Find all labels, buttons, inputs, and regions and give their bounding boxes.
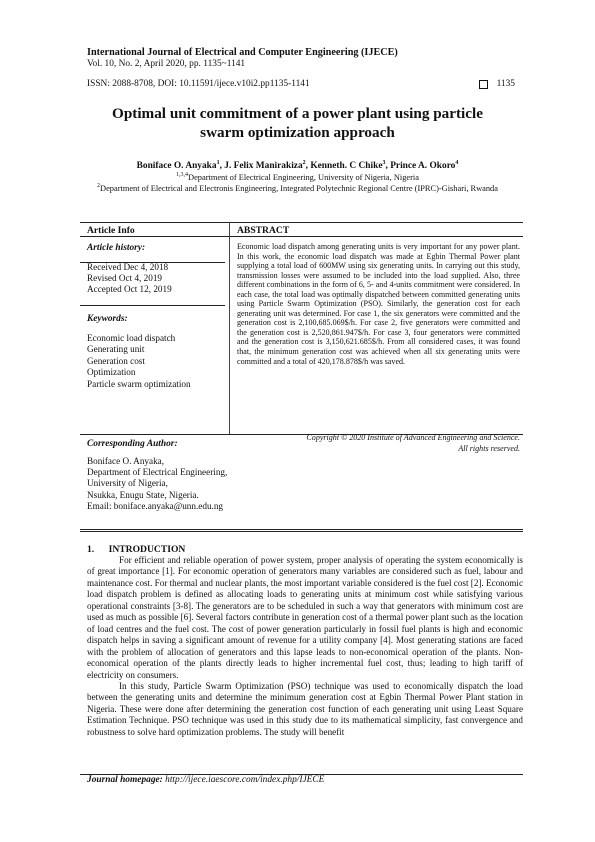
corr-line: Department of Electrical Engineering, <box>87 467 228 478</box>
copyright <box>237 433 520 454</box>
intro-paragraph-2: In this study, Particle Swarm Optimization (PSO) technique was used to economically dispatch the load between the generating units and determine the minimum generation cost at Egbin Thermal Power Plant station in Nigeria. These were done after determining the generation cost function of each generating unit using Least Square Estimation Technique. PSO technique was used in this study due to its mathematical simplicity, fast convergence and robustness to solve hard optimization problems. The study will benefit <box>87 680 523 737</box>
author-separator: , <box>305 161 311 172</box>
column-divider <box>229 222 230 434</box>
volume-line: Vol. 10, No. 2, April 2020, pp. 1135~1141 <box>87 59 246 69</box>
table-bottom-rule <box>80 529 523 530</box>
author-name: J. Felix Manirakiza <box>224 161 303 172</box>
author-sup: 3 <box>382 160 386 166</box>
keyword: Particle swarm optimization <box>87 378 191 389</box>
copyright-line-2: All rights reserved. <box>458 443 520 453</box>
corr-line: Nsukka, Enugu State, Nigeria. <box>87 489 199 500</box>
corresponding-details <box>87 456 227 512</box>
intro-body <box>87 555 523 738</box>
author-name: Boniface O. Anyaka <box>136 161 217 172</box>
author-list <box>40 160 555 171</box>
author-sup: 2 <box>302 160 306 166</box>
copyright-line-1: Copyright © 2020 Institute of Advanced Engineering and Science. <box>306 433 520 442</box>
history-label: Article history: <box>87 243 146 253</box>
journal-name: International Journal of Electrical and Computer Engineering (IJECE) <box>87 47 398 58</box>
affiliation-1-text: Department of Electrical Engineering, University of Nigeria, Nigeria <box>188 172 419 182</box>
table-top-rule <box>80 222 523 223</box>
keyword: Economic load dispatch <box>87 333 176 343</box>
author-separator: , <box>385 161 391 172</box>
table-header-rule <box>80 236 523 237</box>
affiliation-1 <box>40 172 555 182</box>
journal-homepage <box>87 775 324 785</box>
affiliation-2-sup: 2 <box>97 183 101 189</box>
revised-date: Revised Oct 4, 2019 <box>87 273 163 283</box>
keywords-rule <box>80 305 225 306</box>
received-date: Received Dec 4, 2018 <box>87 262 169 272</box>
author-name: Prince A. Okoro <box>390 161 456 172</box>
keywords-list <box>87 333 191 390</box>
author-sup: 4 <box>455 160 459 166</box>
abstract-text: Economic load dispatch among generating units is very important for any power plant. In this work, the economic load dispatch was made at Egbin Thermal Power plant supplying a total load of 600MW using six generating units. In carrying out this study, transmission losses were assumed to be included into the load supplied. Also, three different combinations in the form of 6, 5- and 4-units commitment were considered. In each case, the total load was optimally dispatched between committed generating units using Particle Swarm Optimization (PSO). Similarly, the generation cost for each generating unit was determined. For case 1, the six generators were committed and the generation cost is 2,100,685.069$/h. For case 2, five generators were committed and the generation cost is 2,520,861.947$/h. For case 3, four generators were committed and the generation cost is 3,150,621.685$/h. From all considered cases, it was found that, the minimum generation cost was achieved when all six generating units were committed and a total of 420,178.878$/h was saved. <box>237 242 520 366</box>
corresponding-label: Corresponding Author: <box>87 439 178 449</box>
issn-line: ISSN: 2088-8708, DOI: 10.11591/ijece.v10i2.pp1135-1141 <box>87 79 310 89</box>
homepage-link[interactable]: http://ijece.iaescore.com/index.php/IJECE <box>165 775 325 785</box>
corr-line: University of Nigeria, <box>87 478 168 489</box>
intro-paragraph-1: For efficient and reliable operation of power system, proper analysis of operating the system economically is of great importance [1]. For economic operation of generators many variables are considered such as fuel, labour and maintenance cost. For thermal and nuclear plants, the most important variable considered is the fuel cost [2]. Economic load dispatch problem is defined as allocating loads to generating units at minimum cost while satisfying various operational constraints [3-8]. The generators are to be scheduled in such a way that generators with minimum cost are used as much as possible [6]. Several factors contribute in generation cost of a thermal power plant such as the location of load centres and the fuel cost. The cost of power generation particularly in fossil fuel plants is high and economic dispatch helps in saving a significant amount of revenue for a utility company [4]. Most generating stations are faced with the problem of allocation of generators and this lapse leads to non-economical operation of the plants. Non-economical operation of the plants directly leads to higher incremental fuel cost, thus; leading to high tariff of electricity on consumers. <box>87 555 523 680</box>
page-number: 1135 <box>496 79 515 89</box>
affiliation-2-text: Department of Electrical and Electronis Engineering, Integrated Polytechnic Regional Centre (IPRC)-Gishari, Rwanda <box>100 183 498 193</box>
corr-email: Email: boniface.anyaka@unn.edu.ng <box>87 500 224 511</box>
article-info-heading: Article Info <box>87 225 135 236</box>
title-line-1: Optimal unit commitment of a power plant using particle <box>112 105 483 122</box>
intro-heading: 1. INTRODUCTION <box>87 544 186 555</box>
abstract-heading: ABSTRACT <box>237 225 290 236</box>
author-name: Kenneth. C Chike <box>310 161 383 172</box>
keyword: Generating unit <box>87 344 145 355</box>
affiliation-1-sup: 1,3,4 <box>176 172 189 178</box>
homepage-colon: : <box>159 775 166 785</box>
author-separator: , <box>219 161 225 172</box>
author-sup: 1 <box>216 160 220 166</box>
affiliation-2 <box>40 183 555 193</box>
table-bottom-rule-2 <box>80 531 523 532</box>
square-icon <box>479 80 488 89</box>
keyword: Generation cost <box>87 355 145 366</box>
accepted-date: Accepted Oct 12, 2019 <box>87 284 172 294</box>
keywords-label: Keywords: <box>87 314 128 324</box>
homepage-label: Journal homepage <box>87 775 160 785</box>
paper-title <box>60 104 535 142</box>
title-line-2: swarm optimization approach <box>200 124 395 141</box>
keyword: Optimization <box>87 367 136 378</box>
corr-line: Boniface O. Anyaka, <box>87 456 165 466</box>
